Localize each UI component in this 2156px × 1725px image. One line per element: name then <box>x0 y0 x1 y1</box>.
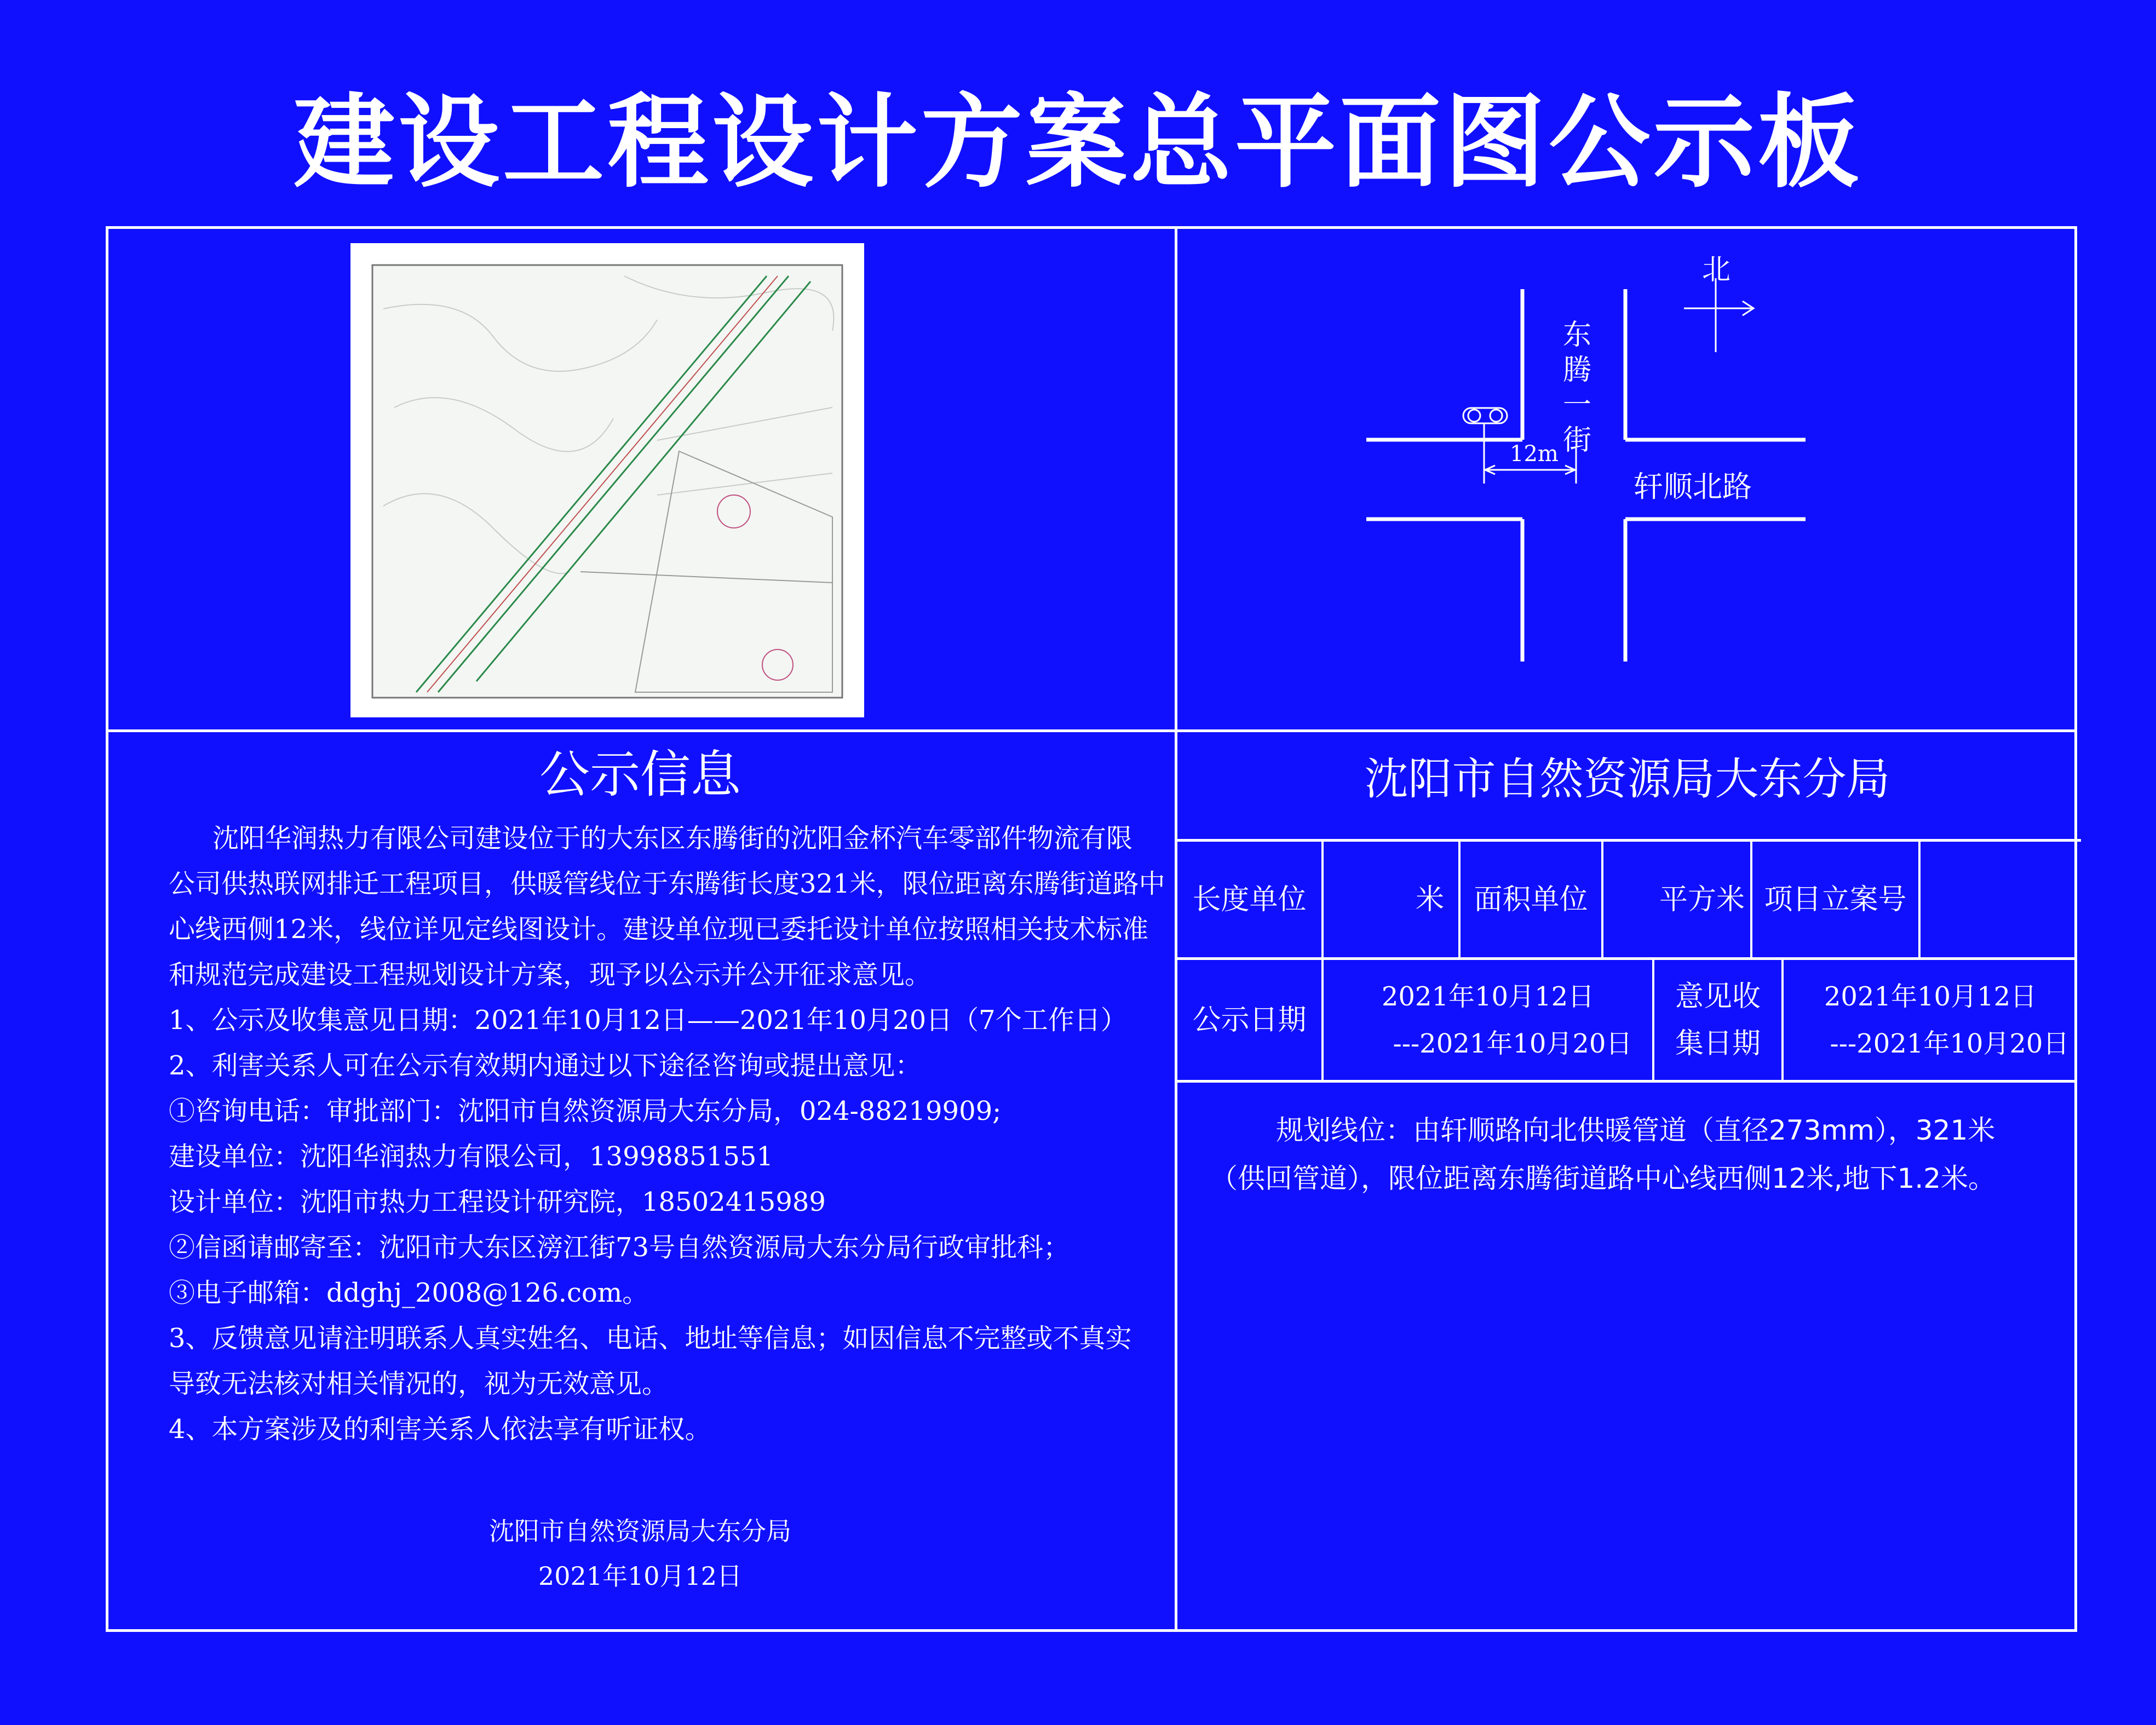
board-title: 建设工程设计方案总平面图公示板 <box>294 83 1862 202</box>
project-no-value <box>1921 842 2077 957</box>
notice-line: ②信函请邮寄至：沈阳市大东区滂江街73号自然资源局大东分局行政审批科； <box>169 1232 1070 1263</box>
notice-line: 设计单位：沈阳市热力工程设计研究院，18502415989 <box>169 1187 826 1217</box>
feedback-date-range <box>1784 960 2077 1080</box>
feedback-date-start: 2021年10月12日 <box>1824 981 2037 1012</box>
site-plan-image <box>350 243 864 717</box>
top-row-divider <box>106 729 2077 732</box>
notice-line: 心线西侧12米，线位详见定线图设计。建设单位现已委托设计单位按照相关技术标准 <box>169 914 1149 945</box>
notice-line: 2、利害关系人可在公示有效期内通过以下途径咨询或提出意见： <box>169 1050 922 1081</box>
notice-line: 沈阳华润热力有限公司建设位于的大东区东腾街的沈阳金杯汽车零部件物流有限 <box>212 823 1133 854</box>
notice-sign-date: 2021年10月12日 <box>538 1561 743 1591</box>
area-unit-value: 平方米 <box>1659 883 1745 916</box>
project-no-label: 项目立案号 <box>1764 883 1907 916</box>
notice-line: ③电子邮箱：ddghj_2008@126.com。 <box>169 1278 649 1308</box>
north-label: 北 <box>1702 254 1731 286</box>
north-arrow-icon <box>1684 278 1753 352</box>
notice-line: ①咨询电话：审批部门：沈阳市自然资源局大东分局，024-88219909; <box>169 1096 1002 1126</box>
feedback-date-end: ---2021年10月20日 <box>1830 1028 2069 1059</box>
notice-sign-org: 沈阳市自然资源局大东分局 <box>489 1516 791 1546</box>
notice-line: 4、本方案涉及的利害关系人依法享有听证权。 <box>169 1414 711 1445</box>
length-unit-value: 米 <box>1415 883 1444 916</box>
notice-line: 建设单位：沈阳华润热力有限公司，13998851551 <box>169 1141 773 1172</box>
feedback-date-label: 意见收 集日期 <box>1675 980 1761 1060</box>
notice-body <box>169 816 1165 1452</box>
route-line: 规划线位：由轩顺路向北供暖管道（直径273mm），321米 <box>1276 1114 1996 1146</box>
site-plan-drawing <box>350 243 864 717</box>
publicity-date-end: ---2021年10月20日 <box>1393 1028 1632 1059</box>
notice-line: 3、反馈意见请注明联系人真实姓名、电话、地址等信息；如因信息不完整或不真实 <box>169 1323 1132 1354</box>
distance-label: 12m <box>1510 441 1559 467</box>
publicity-date-start: 2021年10月12日 <box>1381 981 1595 1012</box>
street-label-dongteng: 东 腾 一 街 <box>1562 319 1591 457</box>
publicity-date-range <box>1324 960 1652 1080</box>
info-table-line <box>1177 1080 2077 1083</box>
intersection-diagram <box>1177 229 2075 728</box>
pipe-icon <box>1463 408 1507 423</box>
publicity-date-label: 公示日期 <box>1192 1003 1307 1037</box>
route-description <box>1210 1106 2048 1203</box>
notice-line: 和规范完成建设工程规划设计方案，现予以公示并公开征求意见。 <box>169 959 932 990</box>
street-label-xuanshun: 轩顺北路 <box>1634 469 1752 504</box>
notice-line: 1、公示及收集意见日期：2021年10月12日——2021年10月20日（7个工作日） <box>169 1005 1127 1036</box>
notice-line: 导致无法核对相关情况的，视为无效意见。 <box>169 1369 669 1399</box>
notice-line: 公司供热联网排迁工程项目，供暖管线位于东腾街长度321米，限位距离东腾街道路中 <box>169 869 1165 899</box>
length-unit-label: 长度单位 <box>1192 883 1307 916</box>
notice-heading: 公示信息 <box>539 745 741 804</box>
info-heading: 沈阳市自然资源局大东分局 <box>1364 754 1890 804</box>
area-unit-label: 面积单位 <box>1474 883 1588 916</box>
route-line: （供回管道），限位距离东腾街道路中心线西侧12米,地下1.2米。 <box>1210 1163 1996 1194</box>
